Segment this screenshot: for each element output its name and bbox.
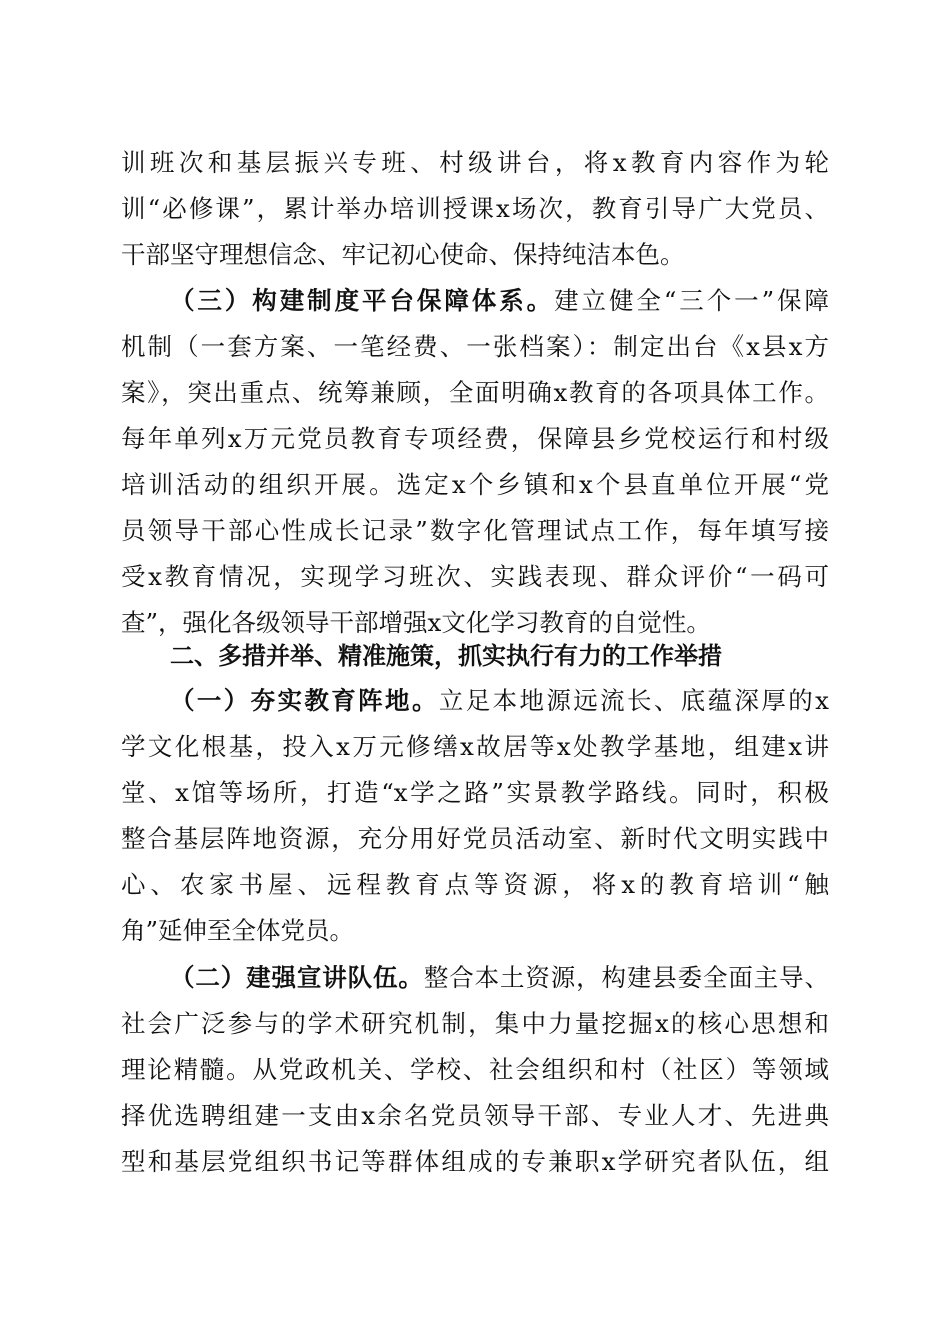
paragraph-2-line-5: 培训活动的组织开展。选定x个乡镇和x个县直单位开展“党 — [121, 470, 829, 499]
paragraph-1-line-1: 训班次和基层振兴专班、村级讲台，将x教育内容作为轮 — [121, 148, 829, 177]
paragraph-3-line-5: 心、农家书屋、远程教育点等资源，将x的教育培训“触 — [121, 870, 829, 899]
paragraph-4-line-4: 择优选聘组建一支由x余名党员领导干部、专业人才、先进典 — [121, 1101, 829, 1130]
paragraph-4-line-1-rest: 整合本土资源，构建县委全面主导、 — [423, 963, 830, 992]
paragraph-3-line-4: 整合基层阵地资源，充分用好党员活动室、新时代文明实践中 — [121, 824, 829, 853]
paragraph-3-lead: （一）夯实教育阵地。 — [170, 686, 439, 715]
paragraph-2-line-7: 受x教育情况，实现学习班次、实践表现、群众评价“一码可 — [121, 562, 829, 591]
paragraph-4-lead: （二）建强宣讲队伍。 — [170, 963, 424, 992]
paragraph-3-line-3: 堂、x馆等场所，打造“x学之路”实景教学路线。同时，积极 — [121, 778, 829, 807]
section-heading: 二、多措并举、精准施策，抓实执行有力的工作举措 — [170, 642, 722, 670]
paragraph-2-lead: （三）构建制度平台保障体系。 — [170, 286, 555, 315]
paragraph-2-line-8: 查”，强化各级领导干部增强x文化学习教育的自觉性。 — [121, 608, 711, 637]
paragraph-3-line-6: 角”延伸至全体党员。 — [121, 916, 355, 945]
paragraph-3-line-1-rest: 立足本地源远流长、底蕴深厚的x — [438, 686, 829, 715]
paragraph-2-line-4: 每年单列x万元党员教育专项经费，保障县乡党校运行和村级 — [121, 424, 829, 453]
paragraph-4-line-3: 理论精髓。从党政机关、学校、社会组织和村（社区）等领域 — [121, 1055, 829, 1084]
paragraph-2-line-2: 机制（一套方案、一笔经费、一张档案）：制定出台《x县x方 — [121, 332, 829, 361]
paragraph-2-line-3: 案》，突出重点、统筹兼顾，全面明确x教育的各项具体工作。 — [121, 378, 829, 407]
paragraph-3-line-1 — [170, 678, 829, 724]
paragraph-4-line-5: 型和基层党组织书记等群体组成的专兼职x学研究者队伍，组 — [121, 1147, 829, 1176]
paragraph-2-line-6: 员领导干部心性成长记录”数字化管理试点工作，每年填写接 — [121, 516, 829, 545]
paragraph-2-line-1-rest: 建立健全“三个一”保障 — [554, 286, 829, 315]
paragraph-4-line-2: 社会广泛参与的学术研究机制，集中力量挖掘x的核心思想和 — [121, 1009, 829, 1038]
paragraph-1-line-3: 干部坚守理想信念、牢记初心使命、保持纯洁本色。 — [121, 240, 685, 269]
paragraph-1-line-2: 训“必修课”，累计举办培训授课x场次，教育引导广大党员、 — [121, 194, 829, 223]
paragraph-4-line-1 — [170, 955, 829, 1001]
paragraph-2-line-1 — [170, 278, 829, 324]
paragraph-3-line-2: 学文化根基，投入x万元修缮x故居等x处教学基地，组建x讲 — [121, 732, 829, 761]
